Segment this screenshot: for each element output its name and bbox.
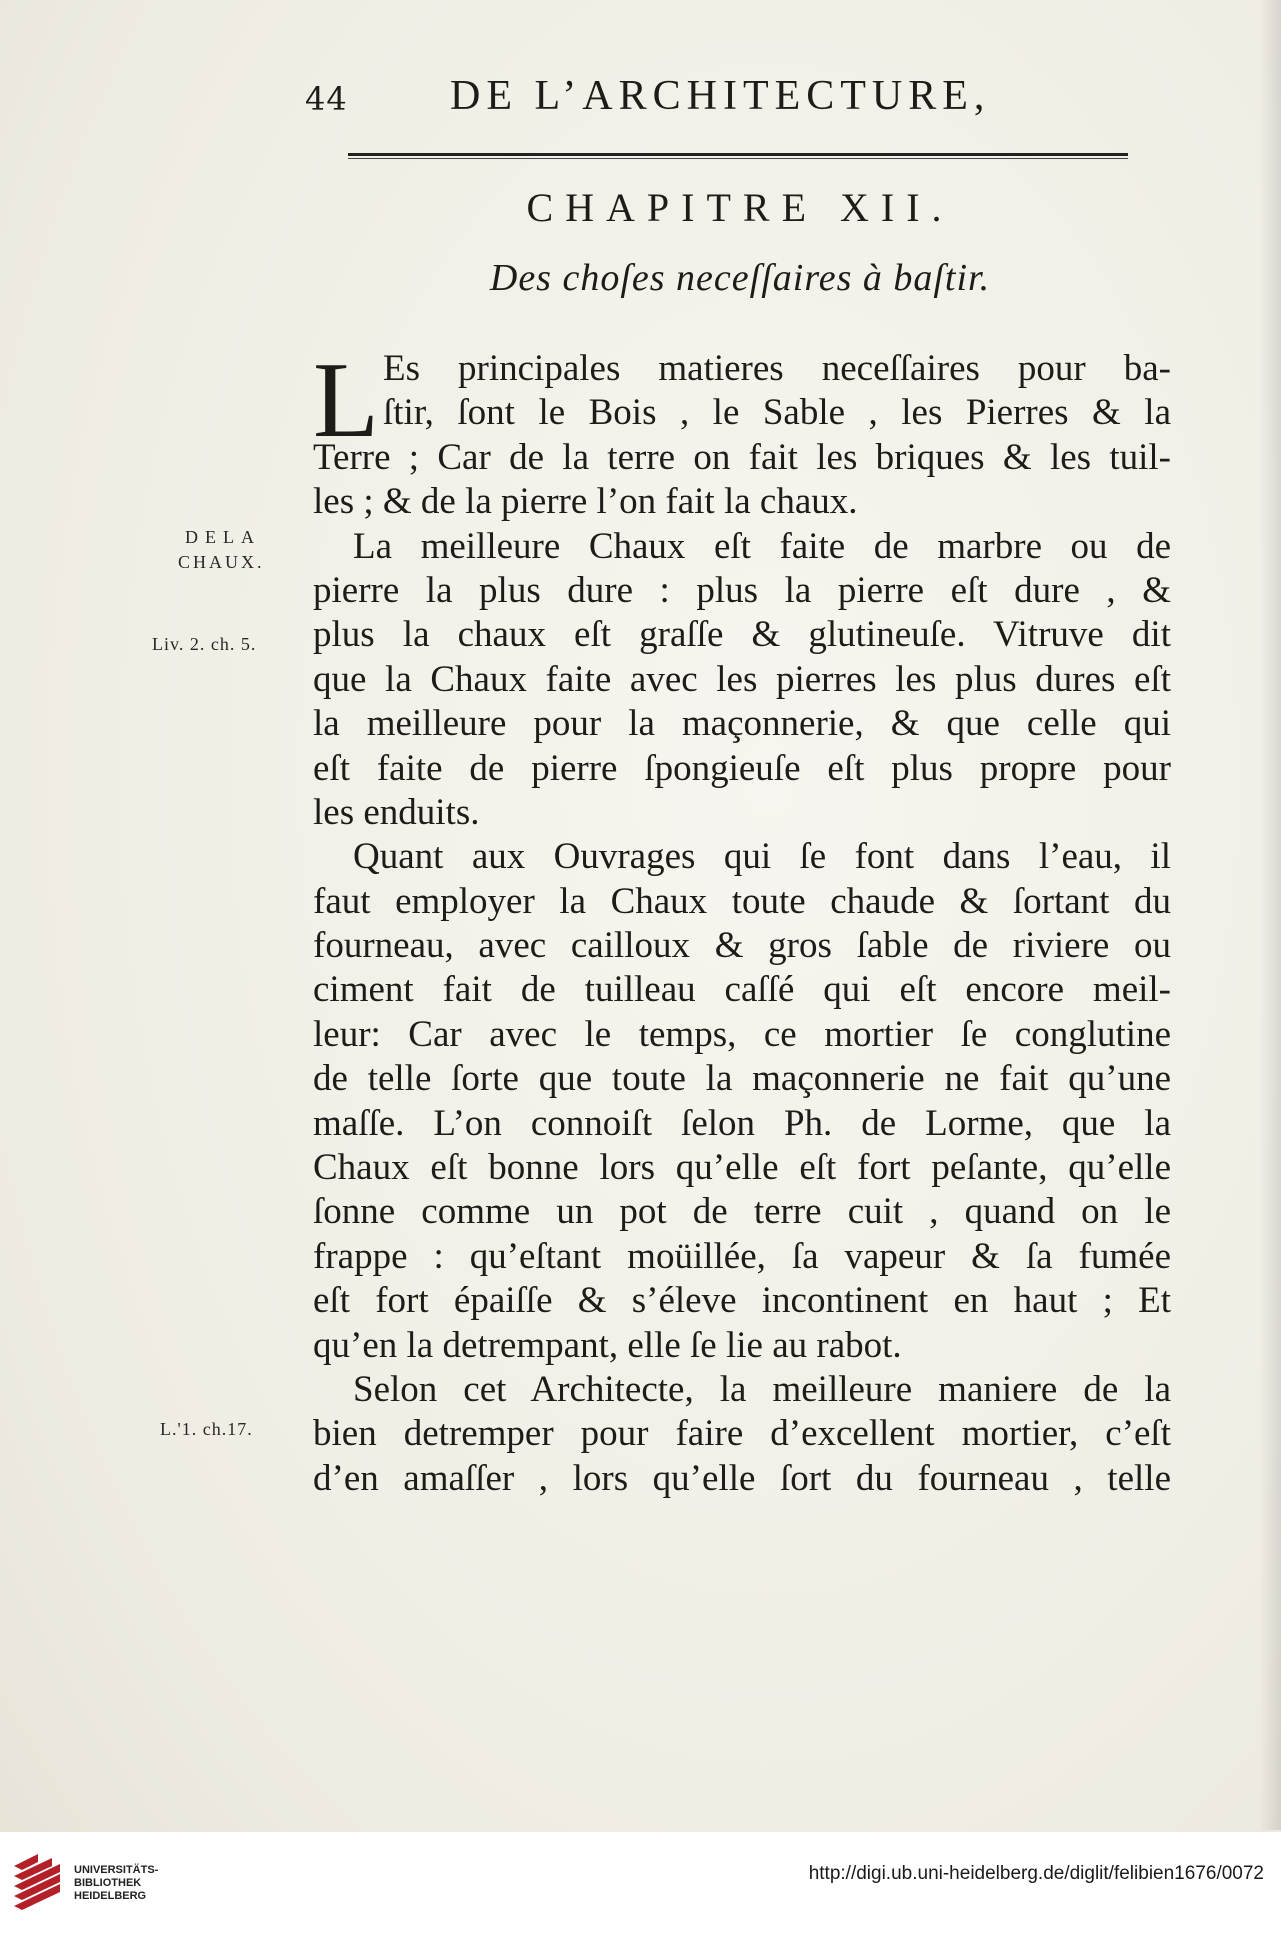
text-line: Terre ; Car de la terre on fait les briques & les tuil- <box>313 436 1171 478</box>
text-line: ſtir, ſont le Bois , le Sable , les Pierres & la <box>383 392 1171 434</box>
text-line: fourneau, avec cailloux & gros ſable de riviere ou <box>313 925 1171 967</box>
text-line: Selon cet Architecte, la meilleure maniere de la <box>353 1368 1171 1410</box>
text-line: leur: Car avec le temps, ce mortier ſe conglutine <box>313 1013 1171 1055</box>
text-line: de telle ſorte que toute la maçonnerie ne fait qu’une <box>313 1058 1171 1100</box>
text-line: eſt faite de pierre ſpongieuſe eſt plus propre pour <box>313 747 1171 789</box>
text-line: ſonne comme un pot de terre cuit , quand on le <box>313 1191 1171 1233</box>
running-title: DE L’ARCHITECTURE, <box>450 73 991 119</box>
text-line: faut employer la Chaux toute chaude & ſortant du <box>313 880 1171 922</box>
text-line: qu’en la detrempant, elle ſe lie au rabot. <box>313 1324 902 1366</box>
margin-note-chaux: CHAUX. <box>178 552 265 572</box>
text-line: la meilleure pour la maçonnerie, & que celle qui <box>313 703 1171 745</box>
header-rule <box>348 153 1128 159</box>
library-name-line: BIBLIOTHEK <box>74 1877 142 1889</box>
text-line: La meilleure Chaux eſt faite de marbre ou de <box>353 525 1171 567</box>
chapter-subtitle: Des choſes neceſſaires à baſtir. <box>489 257 991 299</box>
text-line: bien detremper pour faire d’excellent mortier, c’eſt <box>313 1413 1171 1455</box>
chapter-title: CHAPITRE XII. <box>526 185 954 230</box>
text-line: maſſe. L’on connoiſt ſelon Ph. de Lorme, que la <box>313 1102 1171 1144</box>
library-name <box>74 1864 158 1903</box>
library-name-line: UNIVERSITÄTS- <box>74 1864 159 1876</box>
text-line: les enduits. <box>313 791 480 833</box>
text-line: pierre la plus dure : plus la pierre eſt dure , & <box>313 569 1171 611</box>
text-line: frappe : qu’eſtant moüillée, ſa vapeur & ſa fumée <box>313 1235 1171 1277</box>
library-name-line: HEIDELBERG <box>74 1890 147 1902</box>
running-head <box>305 70 1175 130</box>
text-line: les ; & de la pierre l’on fait la chaux. <box>313 481 858 523</box>
margin-note-ref-l1: L.'1. ch.17. <box>160 1419 253 1439</box>
text-line: ciment fait de tuilleau caſſé qui eſt encore meil- <box>313 969 1171 1011</box>
page-edge-shadow <box>1259 0 1281 1830</box>
text-line: d’en amaſſer , lors qu’elle ſort du fourneau , telle <box>313 1457 1171 1499</box>
text-line: Quant aux Ouvrages qui ſe font dans l’eau, il <box>353 836 1171 878</box>
page-number: 44 <box>305 80 348 118</box>
source-url-link[interactable]: http://digi.ub.uni-heidelberg.de/diglit/felibien1676/0072 <box>808 1863 1264 1884</box>
body-text <box>313 341 1171 1501</box>
text-line: plus la chaux eſt graſſe & glutineuſe. Vitruve dit <box>313 614 1171 656</box>
text-line: que la Chaux faite avec les pierres les plus dures eſt <box>313 658 1171 700</box>
drop-cap: L <box>313 341 379 460</box>
margin-note-ref-liv2: Liv. 2. ch. 5. <box>152 634 257 654</box>
margin-note-dela: DELA <box>185 527 261 547</box>
text-line: Chaux eſt bonne lors qu’elle eſt fort peſante, qu’elle <box>313 1147 1171 1189</box>
text-line: Es principales matieres neceſſaires pour ba- <box>383 348 1171 389</box>
text-line: eſt fort épaiſſe & s’éleve incontinent en haut ; Et <box>313 1280 1171 1322</box>
